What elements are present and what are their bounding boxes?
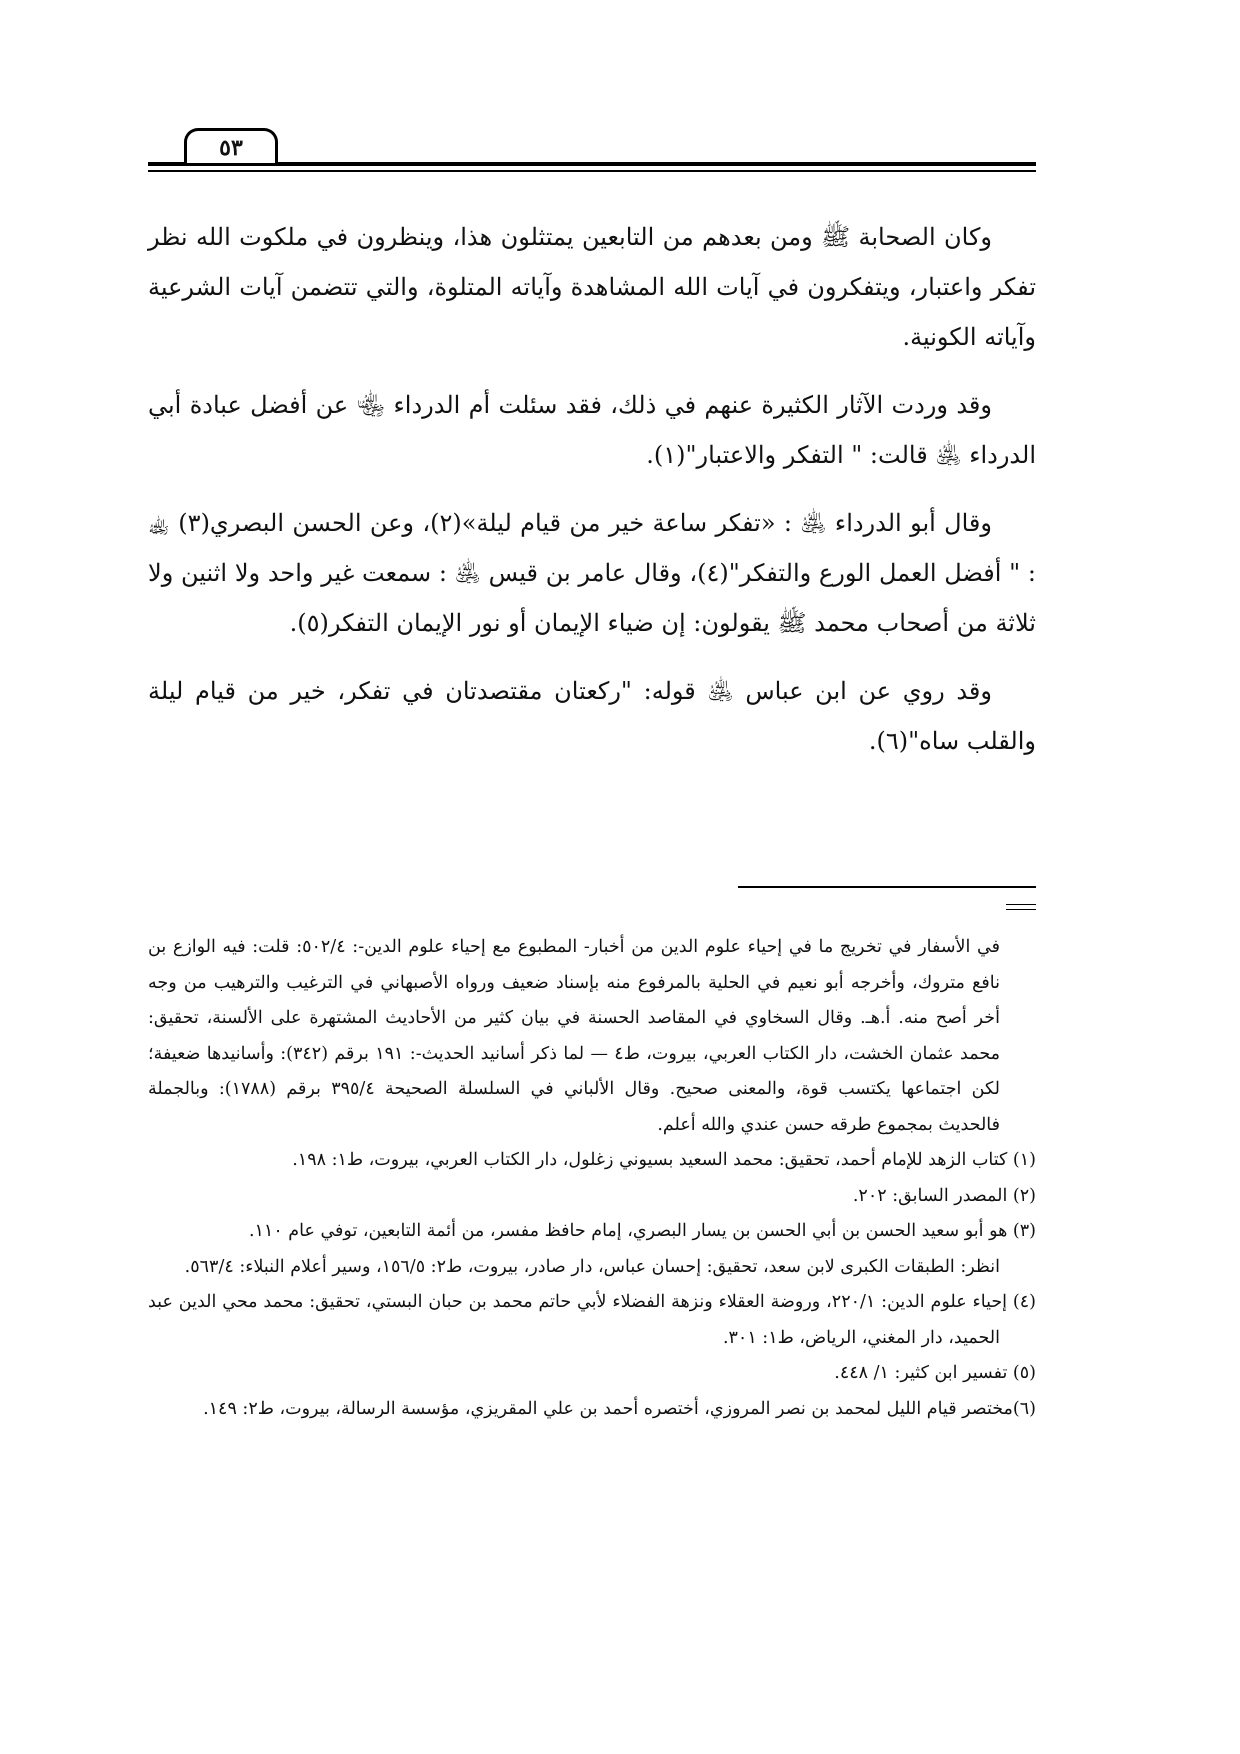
footnote-continuation: في الأسفار في تخريج ما في إحياء علوم الدين من أخبار- المطبوع مع إحياء علوم الدين-: ٥٠٢/٤: قلت: فيه الوازع بن نافع متروك، وأخرجه أبو نعيم في الحلية بالمرفوع منه بإسناد ضعيف ورواه الأصبهاني في الترغيب والترهيب من وجه أخر أصح منه. أ.هـ. وقال السخاوي في المقاصد الحسنة في بيان كثير من الأحاديث المشتهرة على الألسنة، تحقيق: محمد عثمان الخشت، دار الكتاب العربي، بيروت، ط٤ — لما ذكر أسانيد الحديث-: ١٩١ برقم (٣٤٢): وأسانيدها ضعيفة؛ لكن اجتماعها يكتسب قوة، والمعنى صحيح. وقال الألباني في السلسلة الصحيحة ٣٩٥/٤ برقم (١٧٨٨): وبالجملة فالحديث بمجموع طرقه حسن عندي والله أعلم. bbox=[148, 937, 1001, 1135]
paragraph-2: وقد وردت الآثار الكثيرة عنهم في ذلك، فقد سئلت أم الدرداء ﵄ عن أفضل عبادة أبي الدرداء ﵁ قالت: " التفكر والاعتبار"(١). bbox=[148, 391, 1036, 469]
footnote-5: (٥) تفسير ابن كثير: ١/ ٤٤٨. bbox=[834, 1363, 1036, 1383]
footnote-3: (٣) هو أبو سعيد الحسن بن أبي الحسن بن يسار البصري، إمام حافظ مفسر، من أئمة التابعين، توفي عام ١١٠. bbox=[248, 1221, 1036, 1241]
main-text bbox=[148, 212, 1036, 784]
footnote-4: (٤) إحياء علوم الدين: ٢٢٠/١، وروضة العقلاء ونزهة الفضلاء لأبي حاتم محمد بن حبان البستي، تحقيق: محمد محي الدين عبد الحميد، دار المغني، الرياض، ط١: ٣٠١. bbox=[148, 1292, 1036, 1348]
page-header bbox=[148, 122, 1036, 172]
paragraph-3: وقال أبو الدرداء ﵁ : «تفكر ساعة خير من قيام ليلة»(٢)، وعن الحسن البصري(٣) ﵀ : " أفضل العمل الورع والتفكر"(٤)، وقال عامر بن قيس ﵁ : سمعت غير واحد ولا اثنين ولا ثلاثة من أصحاب محمد ﷺ يقولون: إن ضياء الإيمان أو نور الإيمان التفكر(٥). bbox=[148, 509, 1036, 637]
paragraph-4: وقد روي عن ابن عباس ﵁ قوله: "ركعتان مقتصدتان في تفكر، خير من قيام ليلة والقلب ساه"(٦). bbox=[148, 677, 1036, 755]
footnote-3-continuation: انظر: الطبقات الكبرى لابن سعد، تحقيق: إحسان عباس، دار صادر، بيروت، ط٢: ١٥٦/٥، وسير أعلام النبلاء: ٥٦٣/٤. bbox=[184, 1256, 1000, 1277]
paragraph-1: وكان الصحابة ﷺ ومن بعدهم من التابعين يمتثلون هذا، وينظرون في ملكوت الله نظر تفكر واعتبار، ويتفكرون في آيات الله المشاهدة وآياته المتلوة، والتي تتضمن آيات الشرعية وآياته الكونية. bbox=[148, 223, 1036, 351]
footnote-6: (٦)مختصر قيام الليل لمحمد بن نصر المروزي، أختصره أحمد بن علي المقريزي، مؤسسة الرسالة، بيروت، ط٢: ١٤٩. bbox=[203, 1398, 1036, 1419]
footnote-1: (١) كتاب الزهد للإمام أحمد، تحقيق: محمد السعيد بسيوني زغلول، دار الكتاب العربي، بيروت، ط١: ١٩٨. bbox=[292, 1150, 1036, 1170]
footnote-divider bbox=[738, 886, 1036, 888]
continuation-mark bbox=[1006, 904, 1036, 914]
header-rule-thin bbox=[148, 170, 1036, 172]
header-rule-thick bbox=[148, 162, 1036, 166]
footnotes bbox=[148, 930, 1036, 1427]
footnote-2: (٢) المصدر السابق: ٢٠٢. bbox=[852, 1185, 1036, 1206]
page-number: ٥٣ bbox=[184, 128, 278, 163]
